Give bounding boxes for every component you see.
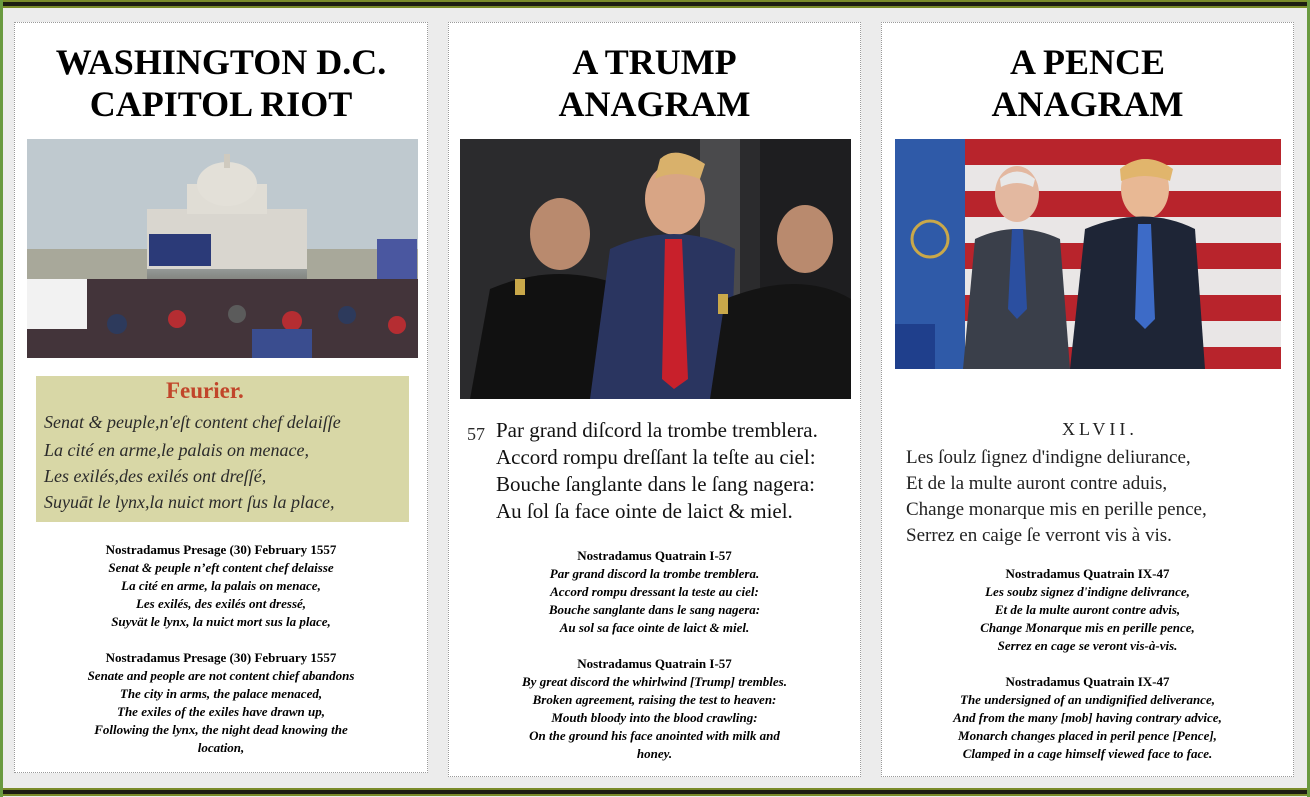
- scan-line: Et de la multe auront contre aduis,: [906, 473, 1168, 494]
- quatrain-text: [882, 565, 1293, 763]
- scan-heading: XLVII.: [1062, 419, 1138, 439]
- quatrain-text: [15, 541, 427, 757]
- top-border: [0, 0, 1310, 8]
- quatrain-line: And from the many [mob] having contrary advice,: [953, 710, 1222, 725]
- quatrain-line: Following the lynx, the night dead knowing the: [94, 722, 348, 737]
- scan-number: 57: [467, 424, 485, 444]
- quatrain-line: Senat & peuple n’eft content chef delaisse: [108, 560, 334, 575]
- quatrain-heading: Nostradamus Presage (30) February 1557: [105, 542, 337, 557]
- escort-illustration: [460, 139, 851, 399]
- quatrain-line: Accord rompu dressant la teste au ciel:: [550, 584, 759, 599]
- scan-heading: Feurier.: [166, 378, 244, 403]
- quatrain-line: On the ground his face anointed with milk and: [529, 728, 780, 743]
- quatrain-line: Serrez en cage se veront vis-à-vis.: [997, 638, 1178, 653]
- scan-line: Les ſoulz ſignez d'indigne deliurance,: [906, 447, 1191, 468]
- capitol-riot-photo: [27, 139, 418, 358]
- scan-line: Serrez en caige ſe verront vis à vis.: [906, 525, 1172, 546]
- quatrain-text: [449, 547, 860, 763]
- panel-pence-anagram: [881, 22, 1294, 777]
- scan-line: Senat & peuple,n'eſt content chef delaiſſe: [44, 412, 341, 432]
- scan-line: Par grand diſcord la trombe tremblera.: [496, 418, 818, 442]
- quatrain-line: The city in arms, the palace menaced,: [119, 686, 323, 701]
- scan-line: La cité en arme,le palais on menace,: [44, 440, 309, 460]
- quatrain-line: Monarch changes placed in peril pence [Pence],: [958, 728, 1217, 743]
- quatrain-line: Bouche sanglante dans le sang nagera:: [548, 602, 761, 617]
- quatrain-line: The undersigned of an undignified deliverance,: [960, 692, 1215, 707]
- quatrain-line: honey.: [636, 746, 673, 761]
- quatrain-line: Suyvät le lynx, la nuict mort sus la place,: [111, 614, 331, 629]
- bottom-border: [0, 788, 1310, 796]
- quatrain-line: Broken agreement, raising the test to heaven:: [532, 692, 777, 707]
- quatrain-line: Mouth bloody into the blood crawling:: [551, 710, 758, 725]
- left-border: [0, 0, 3, 797]
- quatrain-line: By great discord the whirlwind [Trump] trembles.: [522, 674, 787, 689]
- capitol-building-illustration: [27, 139, 418, 358]
- presage-manuscript-scan: [36, 376, 409, 522]
- quatrain-print-scan: [463, 416, 849, 528]
- quatrain-line: The exiles of the exiles have drawn up,: [117, 704, 325, 719]
- quatrain-line: Change Monarque mis en perille pence,: [980, 620, 1195, 635]
- quatrain-heading: Nostradamus Quatrain I-57: [577, 548, 732, 563]
- rally-illustration: [895, 139, 1281, 369]
- panel-title: A PENCE ANAGRAM: [991, 42, 1184, 124]
- quatrain-line: Les exilés, des exilés ont dressé,: [135, 596, 307, 611]
- scan-line: Bouche ſanglante dans le ſang nagera:: [496, 472, 815, 496]
- quatrain-line: Et de la multe auront contre advis,: [994, 602, 1181, 617]
- quatrain-print-scan: [902, 415, 1272, 545]
- quatrain-line: Au sol sa face ointe de laict & miel.: [559, 620, 750, 635]
- quatrain-heading: Nostradamus Quatrain IX-47: [1005, 674, 1170, 689]
- quatrain-line: Clamped in a cage himself viewed face to face.: [962, 746, 1213, 761]
- quatrain-line: La cité en arme, la palais on menace,: [121, 578, 321, 593]
- panel-title: A TRUMP ANAGRAM: [558, 42, 751, 124]
- quatrain-line: Les soubz signez d'indigne delivrance,: [985, 584, 1190, 599]
- quatrain-line: Par grand discord la trombe tremblera.: [549, 566, 760, 581]
- trump-escorted-photo: [460, 139, 851, 399]
- scan-line: Les exilés,des exilés ont dreſſé,: [44, 466, 267, 486]
- panel-trump-anagram: [448, 22, 861, 777]
- scan-line: Suyuāt le lynx,la nuict mort ſus la place,: [44, 492, 335, 512]
- quatrain-heading: Nostradamus Quatrain I-57: [577, 656, 732, 671]
- quatrain-line: Senate and people are not content chief abandons: [87, 668, 355, 683]
- quatrain-heading: Nostradamus Presage (30) February 1557: [105, 650, 337, 665]
- quatrain-line: location,: [197, 740, 245, 755]
- quatrain-heading: Nostradamus Quatrain IX-47: [1005, 566, 1170, 581]
- scan-line: Change monarque mis en perille pence,: [906, 499, 1207, 520]
- panel-title: WASHINGTON D.C. CAPITOL RIOT: [55, 42, 387, 124]
- panel-capitol-riot: [14, 22, 428, 773]
- pence-trump-photo: [895, 139, 1281, 369]
- scan-line: Au ſol ſa face ointe de laict & miel.: [496, 499, 793, 523]
- scan-line: Accord rompu dreſſant la teſte au ciel:: [496, 445, 816, 469]
